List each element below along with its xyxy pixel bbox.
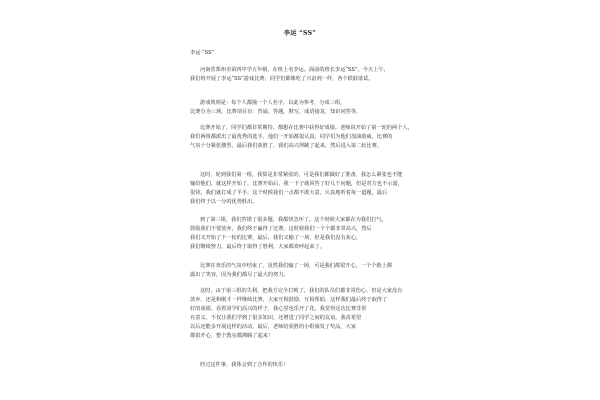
paragraph-line: 露出了笑容，因为我们都尽了最大的努力。 (190, 272, 289, 278)
document-title: 李运 “SS” (283, 30, 317, 37)
paragraph-line: 我们班开展了李运“SS”游戏比赛，同学们都像吃了兴奋剂一样，各个跃跃欲试。 (190, 76, 374, 82)
paragraph-line: 我们终于以一分的优势胜出。 (190, 199, 258, 205)
paragraph (190, 361, 428, 370)
paragraph-line: 比赛开始了，同学们都非常期待，都想在比赛中获得好成绩。老师说开始了第一轮的两个人， (200, 125, 413, 131)
paragraph-line: 以后还能多开展这样的活动。最后，老师给获胜的小组颁发了奖品，大家 (190, 324, 357, 330)
paragraph-line: 我们又开始了下一轮的比赛，最后，我们又输了一场，但是我们没有灰心， (190, 235, 362, 241)
paragraph (190, 262, 428, 280)
paragraph-line: 比赛分为三场，比赛项目有：背诵、答题、默写、成语接龙、知识问答等。 (190, 109, 362, 115)
paragraph (190, 216, 428, 252)
paragraph-line: 游戏规则是：每个人都抽一个人名字，以此为参考，分成三组， (200, 100, 346, 106)
paragraph-line: 有意义，不仅让我们学到了很多知识，还增进了同学之间的友谊。我真希望 (190, 315, 362, 321)
document-page (168, 0, 432, 400)
paragraph-line: 河南省郑州市第四中学五年级，在班上名李运。面前的班长李运“SS”，今天上午， (200, 67, 389, 73)
paragraph-line: 比赛在欢乐的气氛中结束了，虽然我们输了一场，可是我们都很开心，一个个脸上都 (200, 263, 392, 269)
paragraph (190, 66, 428, 84)
paragraph-line: 到了第三组，我们答错了很多题，我都快急坏了。这个时候大家都在为我们打气， (200, 217, 387, 223)
paragraph-line: 放弃，还是和刚才一样继续比赛，大家互相鼓励，互相帮助，这样我们最后终于取得了 (190, 297, 388, 303)
paragraph-line: 气氛十分紧张激烈，最后我们获胜了，我们高兴得跳了起来，然后进入第二轮比赛。 (190, 143, 382, 149)
paragraph (190, 171, 428, 207)
paragraph (190, 124, 428, 151)
paragraph-line: 经过这件事，我体会到了合作的快乐！ (200, 362, 289, 368)
paragraph-line: 好的成绩。看着同学们高兴的样子，我心里也乐开了花，我觉得这次比赛非常 (190, 306, 367, 312)
paragraph-line: 鼓励我们不要放弃，我们终于赢得了比赛。这时候我们一个个都非常高兴，然后 (190, 226, 372, 232)
paragraph (190, 287, 428, 341)
paragraph-line: 都很开心，整个教室都沸腾了起来！ (190, 333, 274, 339)
paragraph-line: 输给他们，就这样开始了，比赛开始后，我一下子就回答了好几个问题，但是对方也不示弱， (190, 181, 403, 187)
paragraph-line: 这时，轮到我们第一组，我算是非常紧张的，可是我们都做好了准备，我怎么紧张也不能 (200, 172, 403, 178)
paragraph (190, 99, 428, 117)
paragraph-line: 我们继续努力，最后终于取得了胜利，大家都欢呼起来了。 (190, 244, 325, 250)
paragraph-line: 这时，由于第三组的失利，把我方完全打败了，我们的队员们都非常伤心。但是大家没有 (200, 288, 403, 294)
document-subtitle: 李运 “SS” (190, 50, 215, 56)
paragraph-line: 很快，我们就打成了平手。这个时候我们一点都不敢大意，认真地听着每一道题，最后 (190, 190, 388, 196)
paragraph-line: 我们两组都派出了最优秀的选手，他们一开始都很认真，同学们为他们加油助威，比赛的 (190, 134, 393, 140)
